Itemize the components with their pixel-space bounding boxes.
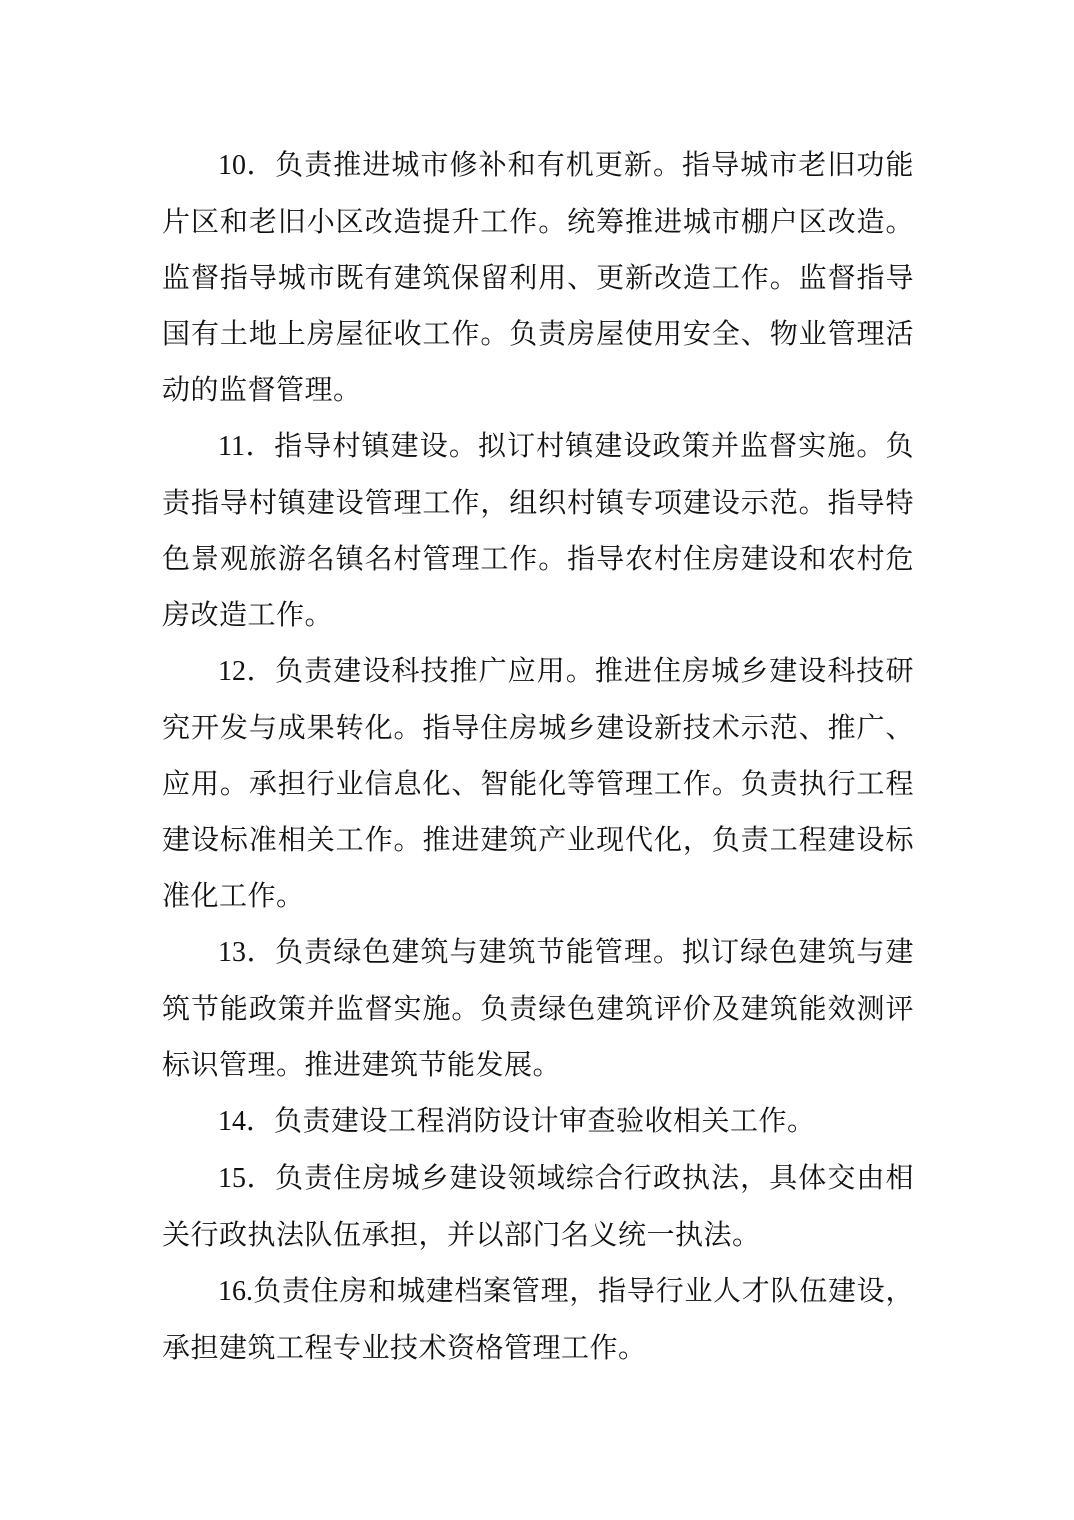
paragraph-text: 负责推进城市修补和有机更新。指导城市老旧功能片区和老旧小区改造提升工作。统筹推进城市棚户区改造。监督指导城市既有建筑保留利用、更新改造工作。监督指导国有土地上房屋征收工作。负责房屋使用安全、物业管理活动的监督管理。 (162, 148, 914, 406)
paragraph-13 (162, 924, 914, 1093)
paragraph-text: 负责绿色建筑与建筑节能管理。拟订绿色建筑与建筑节能政策并监督实施。负责绿色建筑评价及建筑能效测评标识管理。推进建筑节能发展。 (162, 935, 914, 1081)
item-number: 12． (218, 656, 276, 687)
paragraph-text: 负责建设工程消防设计审查验收相关工作。 (274, 1104, 816, 1137)
paragraph-text: 负责建设科技推广应用。推进住房城乡建设科技研究开发与成果转化。指导住房城乡建设新技术示范、推广、应用。承担行业信息化、智能化等管理工作。负责执行工程建设标准相关工作。推进建筑产业现代化，负责工程建设标准化工作。 (162, 654, 914, 912)
item-number: 15． (218, 1163, 276, 1194)
paragraph-16 (162, 1263, 914, 1376)
item-number: 10． (218, 150, 276, 181)
item-number: 16. (218, 1276, 253, 1307)
item-number: 14． (218, 1106, 275, 1137)
document-page (162, 137, 914, 1376)
paragraph-14 (162, 1093, 914, 1150)
paragraph-11 (162, 418, 914, 643)
paragraph-text: 指导村镇建设。拟订村镇建设政策并监督实施。负责指导村镇建设管理工作，组织村镇专项建设示范。指导特色景观旅游名镇名村管理工作。指导农村住房建设和农村危房改造工作。 (162, 429, 914, 631)
item-number: 11． (218, 431, 275, 462)
paragraph-15 (162, 1150, 914, 1263)
item-number: 13． (218, 937, 276, 968)
paragraph-10 (162, 137, 914, 418)
paragraph-text: 负责住房城乡建设领域综合行政执法，具体交由相关行政执法队伍承担，并以部门名义统一执法。 (162, 1161, 914, 1251)
paragraph-text: 负责住房和城建档案管理，指导行业人才队伍建设，承担建筑工程专业技术资格管理工作。 (162, 1274, 914, 1364)
paragraph-12 (162, 643, 914, 924)
